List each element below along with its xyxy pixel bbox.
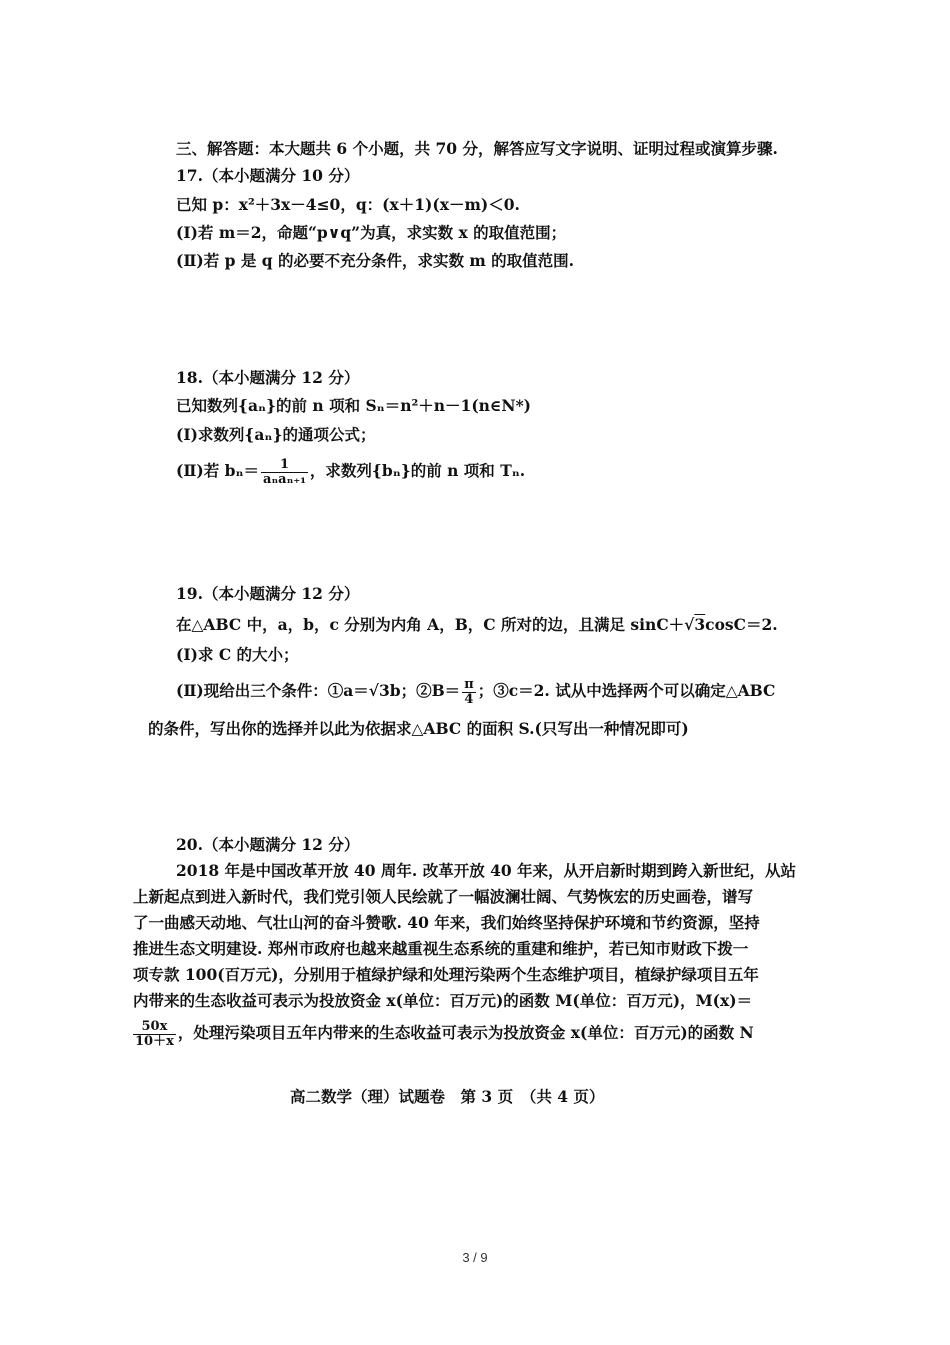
q19-fraction-den: 4 bbox=[464, 691, 474, 707]
q19-stem-post: cosC＝2. bbox=[705, 615, 778, 634]
q19-part1: (Ⅰ)求 C 的大小； bbox=[176, 645, 299, 664]
q18-part2-post: ，求数列{bₙ}的前 n 项和 Tₙ. bbox=[309, 461, 526, 480]
q20-line1: 2018 年是中国改革开放 40 周年. 改革开放 40 年来，从开启新时期到跨入新世纪，从站 bbox=[176, 861, 797, 880]
q20-fraction-den: 10＋x bbox=[135, 1033, 174, 1049]
q18-fraction bbox=[261, 458, 308, 487]
q19-part2 bbox=[176, 672, 775, 710]
q19-title: 19.（本小题满分 12 分） bbox=[176, 584, 360, 603]
page-counter: 3 / 9 bbox=[462, 1250, 488, 1265]
q20-line3: 了一曲感天动地、气壮山河的奋斗赞歌. 40 年来，我们始终坚持保护环境和节约资源，坚持 bbox=[133, 913, 760, 932]
q18-title: 18.（本小题满分 12 分） bbox=[176, 368, 360, 387]
q19-stem bbox=[176, 615, 778, 635]
q18-stem: 已知数列{aₙ}的前 n 项和 Sₙ＝n²＋n－1(n∈N*) bbox=[176, 396, 532, 415]
q20-line6: 内带来的生态收益可表示为投放资金 x(单位：百万元)的函数 M(单位：百万元)，M(x)＝ bbox=[133, 991, 753, 1010]
q20-fraction bbox=[133, 1020, 176, 1049]
q18-part2 bbox=[176, 452, 525, 490]
q20-title: 20.（本小题满分 12 分） bbox=[176, 835, 360, 854]
q17-part1: (Ⅰ)若 m＝2，命题“p∨q”为真，求实数 x 的取值范围； bbox=[176, 223, 567, 242]
q19-fraction-num: π bbox=[464, 676, 474, 692]
q20-line5: 项专款 100(百万元)，分别用于植绿护绿和处理污染两个生态维护项目，植绿护绿项目五年 bbox=[133, 965, 759, 984]
q19-part2-post: ；③c＝2. 试从中选择两个可以确定△ABC bbox=[477, 681, 776, 700]
q19-stem-sqrt: 3 bbox=[694, 615, 706, 634]
q18-part1: (Ⅰ)求数列{aₙ}的通项公式； bbox=[176, 425, 376, 444]
page-footer: 高二数学（理）试题卷 第 3 页 （共 4 页） bbox=[290, 1087, 605, 1106]
q20-line7 bbox=[133, 1014, 754, 1052]
section-heading: 三、解答题：本大题共 6 个小题，共 70 分，解答应写文字说明、证明过程或演算步骤. bbox=[176, 139, 778, 158]
q20-line4: 推进生态文明建设. 郑州市政府也越来越重视生态系统的重建和维护，若已知市财政下拨一 bbox=[133, 939, 749, 958]
q18-part2-pre: (Ⅱ)若 bₙ＝ bbox=[176, 461, 260, 480]
q17-part2: (Ⅱ)若 p 是 q 的必要不充分条件，求实数 m 的取值范围. bbox=[176, 251, 575, 270]
q20-fraction-num: 50x bbox=[133, 1020, 176, 1035]
q20-line2: 上新起点到进入新时代，我们党引领人民绘就了一幅波澜壮阔、气势恢宏的历史画卷，谱写 bbox=[133, 887, 754, 906]
q18-fraction-num: 1 bbox=[261, 458, 308, 473]
q19-stem-pre: 在△ABC 中，a，b，c 分别为内角 A，B，C 所对的边，且满足 sinC＋√ bbox=[176, 615, 695, 634]
q20-line7-post: ，处理污染项目五年内带来的生态收益可表示为投放资金 x(单位：百万元)的函数 N bbox=[177, 1023, 754, 1042]
q19-fraction bbox=[462, 678, 476, 707]
q17-stem: 已知 p：x²＋3x－4≤0，q：(x＋1)(x－m)＜0. bbox=[176, 195, 520, 214]
q17-title: 17.（本小题满分 10 分） bbox=[176, 166, 360, 185]
q19-part2-line2: 的条件，写出你的选择并以此为依据求△ABC 的面积 S.(只写出一种情况即可) bbox=[148, 719, 689, 738]
q18-fraction-den: aₙaₙ₊₁ bbox=[263, 471, 306, 487]
q19-part2-pre: (Ⅱ)现给出三个条件：①a＝√3b；②B＝ bbox=[176, 681, 461, 700]
